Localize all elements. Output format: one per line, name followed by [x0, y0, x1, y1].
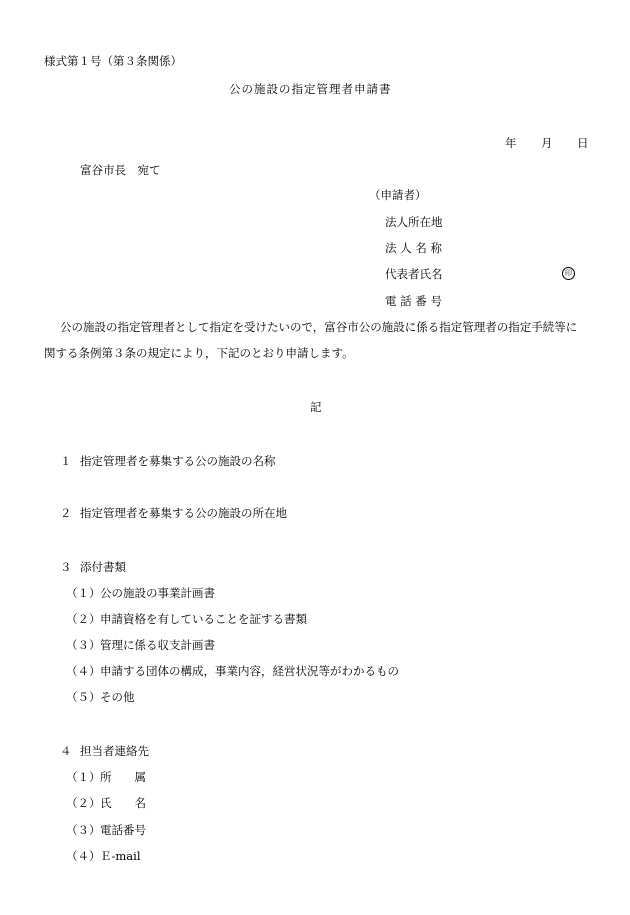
document-title: 公の施設の指定管理者申請書	[229, 82, 392, 96]
addressee: 富谷市長 宛て	[80, 163, 161, 177]
attachment-number: （２）	[66, 612, 101, 626]
phone-label: 電 話 番 号	[385, 294, 442, 308]
section-title: 添付書類	[80, 560, 126, 574]
attachment-item: 申請資格を有していることを証する書類	[100, 612, 307, 626]
contact-number: （１）	[66, 770, 101, 784]
attachment-item: 申請する団体の構成，事業内容，経営状況等がわかるもの	[100, 664, 399, 678]
section-title: 指定管理者を募集する公の施設の名称	[80, 454, 276, 468]
applicant-heading: （申請者）	[369, 188, 427, 202]
ki-heading: 記	[310, 400, 322, 414]
contact-number: （３）	[66, 823, 101, 837]
contact-item: 所 属	[100, 770, 146, 784]
section-number: １	[60, 454, 72, 468]
attachment-number: （１）	[66, 586, 101, 600]
date-month: 月	[541, 136, 553, 150]
section-number: ３	[60, 560, 72, 574]
body-line-1: 公の施設の指定管理者として指定を受けたいので，富谷市公の施設に係る指定管理者の指定手続等に	[60, 320, 578, 334]
contact-number: （２）	[66, 796, 101, 810]
applicant-name-label: 法 人 名 称	[385, 241, 442, 255]
attachment-number: （４）	[66, 664, 101, 678]
seal-mark: 印	[562, 267, 575, 280]
contact-item: 氏 名	[100, 796, 146, 810]
body-line-2: 関する条例第３条の規定により，下記のとおり申請します。	[44, 346, 354, 360]
section-title: 担当者連絡先	[80, 744, 149, 758]
attachment-item: 管理に係る収支計画書	[100, 638, 215, 652]
attachment-item: 公の施設の事業計画書	[100, 586, 215, 600]
attachment-number: （３）	[66, 638, 101, 652]
form-number: 様式第１号（第３条関係）	[44, 54, 182, 68]
attachment-number: （５）	[66, 690, 101, 704]
date-day: 日	[577, 136, 589, 150]
contact-item: Ｅ-mail	[100, 849, 141, 863]
contact-item: 電話番号	[100, 823, 146, 837]
attachment-item: その他	[100, 690, 135, 704]
section-number: ４	[60, 744, 72, 758]
applicant-address-label: 法人所在地	[385, 215, 443, 229]
representative-label: 代表者氏名	[385, 267, 443, 281]
date-year: 年	[505, 136, 517, 150]
contact-number: （４）	[66, 849, 101, 863]
section-title: 指定管理者を募集する公の施設の所在地	[80, 506, 287, 520]
section-number: ２	[60, 506, 72, 520]
